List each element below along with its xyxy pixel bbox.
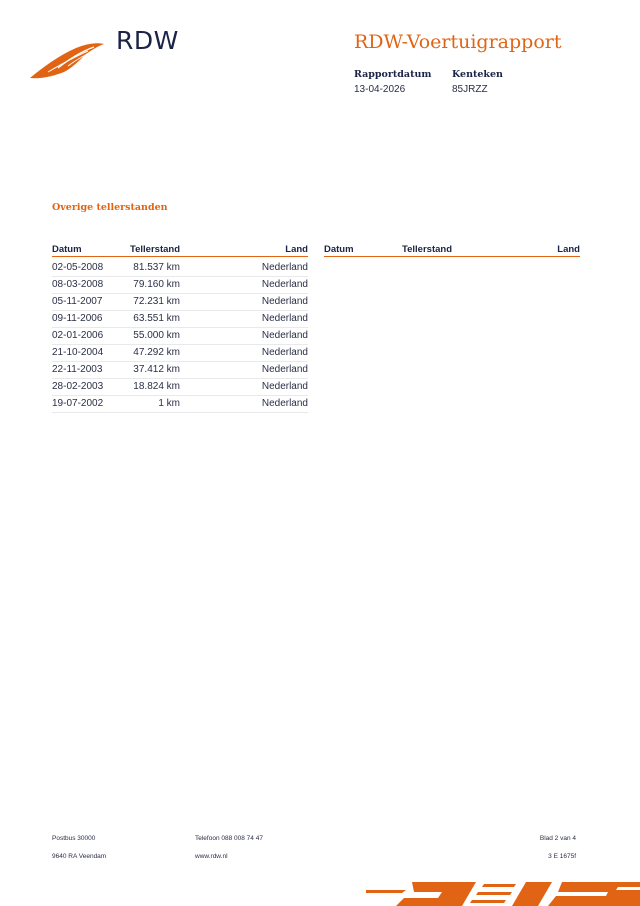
- report-date-value: 13-04-2026: [354, 84, 406, 95]
- license-plate-value: 85JRZZ: [452, 84, 488, 95]
- license-plate-label: Kenteken: [452, 69, 503, 80]
- footer-code: 3 E 1675f: [548, 853, 576, 860]
- cell-datum: 02-01-2006: [52, 330, 104, 341]
- cell-land: Nederland: [261, 364, 308, 375]
- cell-tellerstand: 72.231 km: [133, 296, 180, 307]
- footer-address: 9640 RA Veendam: [52, 853, 107, 860]
- report-date-block: [354, 69, 431, 95]
- footer-postbus: Postbus 30000: [52, 835, 96, 842]
- cell-datum: 21-10-2004: [52, 347, 104, 358]
- cell-tellerstand: 79.160 km: [133, 279, 180, 290]
- cell-datum: 09-11-2006: [52, 313, 103, 324]
- cell-datum: 05-11-2007: [52, 296, 103, 307]
- cell-datum: 22-11-2003: [52, 364, 103, 375]
- section-title: Overige tellerstanden: [52, 202, 168, 213]
- cell-land: Nederland: [261, 296, 308, 307]
- odometer-table-right: [324, 244, 580, 257]
- column-header-land: Land: [285, 244, 308, 255]
- license-plate-block: [452, 69, 503, 95]
- speed-stripes-icon: [366, 878, 640, 906]
- column-header-tellerstand: Tellerstand: [402, 244, 452, 255]
- report-date-label: Rapportdatum: [354, 69, 432, 80]
- cell-tellerstand: 55.000 km: [133, 330, 180, 341]
- cell-tellerstand: 1 km: [158, 398, 180, 409]
- cell-land: Nederland: [261, 398, 308, 409]
- table-row: [52, 396, 308, 413]
- column-header-land: Land: [557, 244, 580, 255]
- footer-page-block: [540, 830, 576, 866]
- cell-land: Nederland: [261, 381, 308, 392]
- table-row: [52, 277, 308, 294]
- table-header: [324, 244, 580, 257]
- cell-datum: 08-03-2008: [52, 279, 104, 290]
- table-row: [52, 345, 308, 362]
- cell-tellerstand: 81.537 km: [133, 262, 180, 273]
- footer-website: www.rdw.nl: [195, 853, 228, 860]
- table-row: [52, 379, 308, 396]
- cell-land: Nederland: [261, 347, 308, 358]
- cell-tellerstand: 47.292 km: [133, 347, 180, 358]
- table-row: [52, 311, 308, 328]
- column-header-tellerstand: Tellerstand: [130, 244, 180, 255]
- cell-tellerstand: 18.824 km: [133, 381, 180, 392]
- cell-land: Nederland: [261, 313, 308, 324]
- table-body: [52, 260, 308, 413]
- footer-contact-block: [195, 830, 263, 866]
- rdw-wing-logo-icon: [28, 38, 106, 82]
- cell-datum: 19-07-2002: [52, 398, 104, 409]
- footer-address-block: [52, 830, 106, 866]
- cell-land: Nederland: [261, 262, 308, 273]
- logo-text: RDW: [116, 26, 179, 55]
- column-header-datum: Datum: [324, 244, 354, 255]
- document-title: RDW-Voertuigrapport: [354, 31, 562, 53]
- footer-page-number: Blad 2 van 4: [539, 835, 576, 842]
- footer-phone: Telefoon 088 008 74 47: [195, 835, 263, 842]
- table-row: [52, 362, 308, 379]
- table-header: [52, 244, 308, 257]
- cell-tellerstand: 63.551 km: [133, 313, 180, 324]
- column-header-datum: Datum: [52, 244, 82, 255]
- odometer-table-left: [52, 244, 308, 413]
- cell-land: Nederland: [261, 279, 308, 290]
- cell-datum: 02-05-2008: [52, 262, 104, 273]
- cell-tellerstand: 37.412 km: [133, 364, 180, 375]
- table-row: [52, 328, 308, 345]
- cell-land: Nederland: [261, 330, 308, 341]
- table-row: [52, 294, 308, 311]
- table-row: [52, 260, 308, 277]
- cell-datum: 28-02-2003: [52, 381, 104, 392]
